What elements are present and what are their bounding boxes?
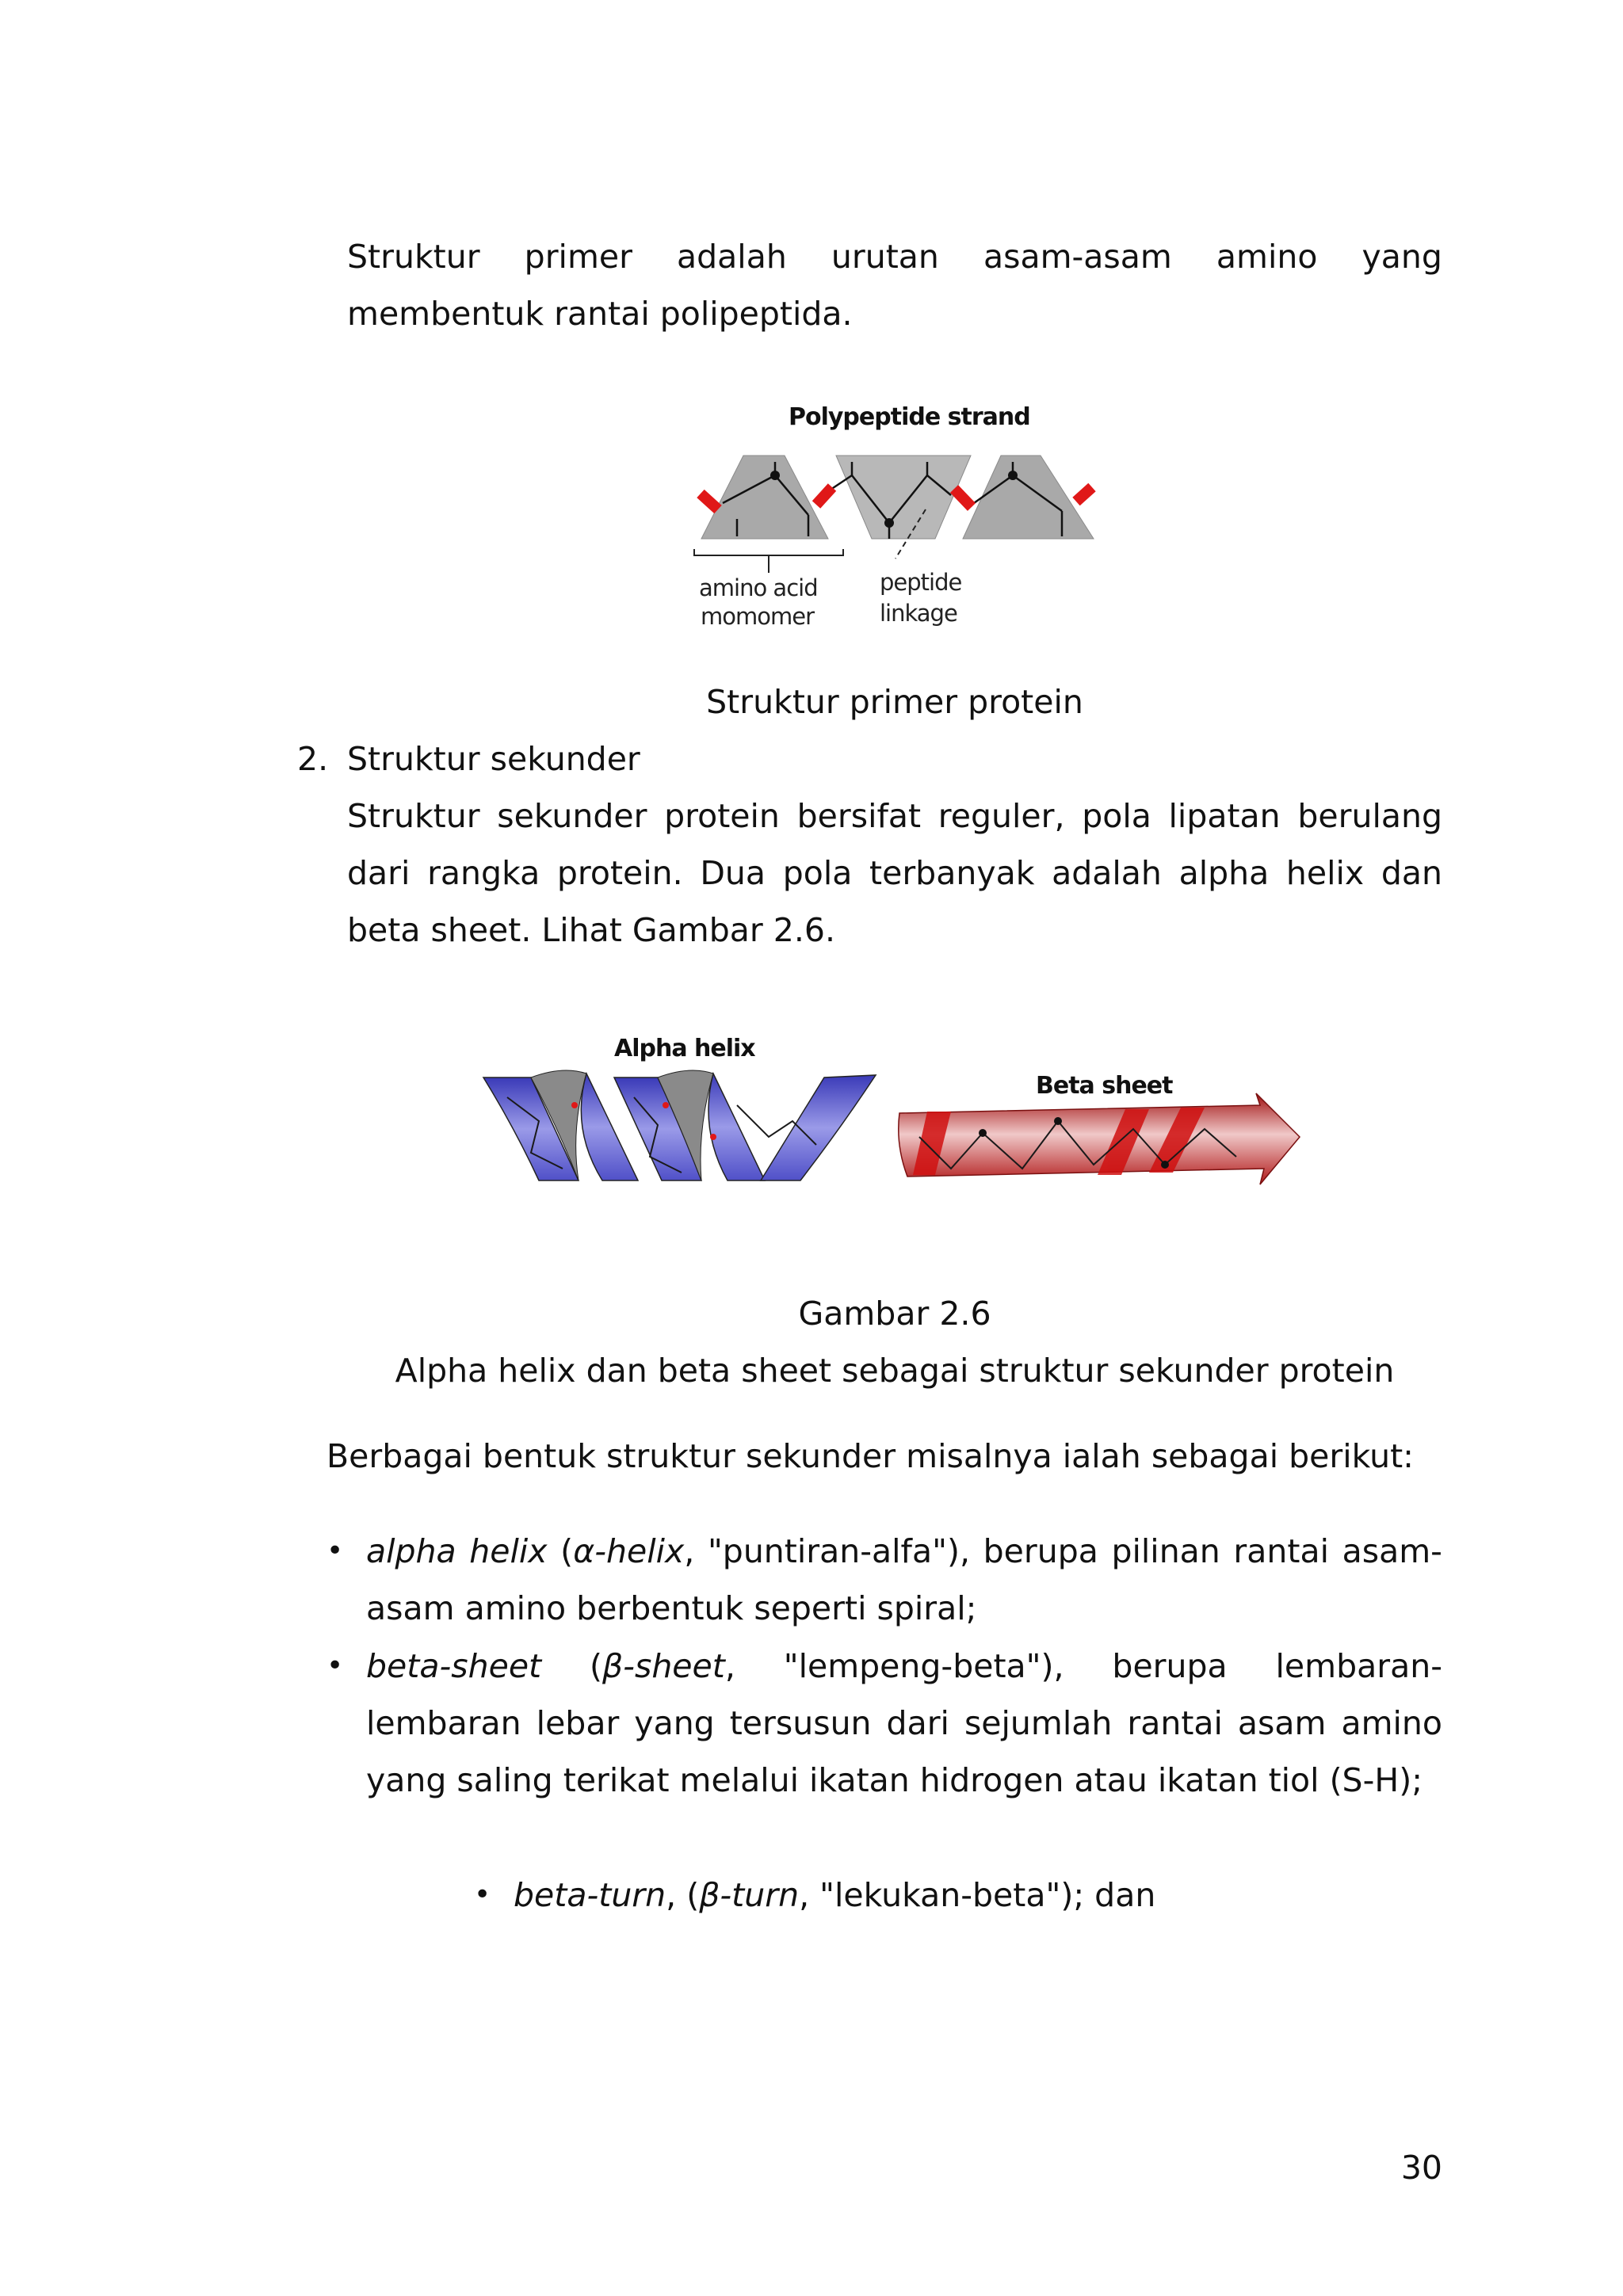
- list-intro: Berbagai bentuk struktur sekunder misalnya ialah sebagai berikut:: [327, 1437, 1414, 1475]
- label-beta-sheet: Beta sheet: [1036, 1072, 1173, 1100]
- polypeptide-strand-figure: [689, 400, 1109, 646]
- section-number: 2.: [297, 740, 329, 778]
- figure-title: Polypeptide strand: [789, 403, 1030, 431]
- monomer-bracket: [694, 549, 843, 573]
- secondary-structure-figure: [475, 1018, 1316, 1200]
- label-linkage: linkage: [880, 600, 957, 627]
- label-amino-acid: amino acid: [699, 574, 818, 601]
- label-monomer: momomer: [701, 603, 814, 630]
- amino-acid-blocks: [701, 456, 1094, 539]
- page-number: 30: [1400, 2149, 1442, 2187]
- section-heading: Struktur sekunder: [347, 740, 640, 778]
- bullet-2-text: beta-sheet (β-sheet, "lempeng-beta"), berupa lembaran-lembaran lebar yang tersusun dari sejumlah rantai asam amino yang saling terikat melalui ikatan hidrogen atau ikatan tiol (S-H);: [366, 1647, 1442, 1799]
- bullet-2-marker: •: [327, 1650, 344, 1682]
- label-alpha-helix: Alpha helix: [614, 1035, 755, 1062]
- figure-primary-caption: Struktur primer protein: [706, 683, 1083, 721]
- bullet-1-text: alpha helix (α-helix, "puntiran-alfa"), berupa pilinan rantai asam-asam amino berbentuk seperti spiral;: [366, 1532, 1442, 1627]
- figure-caption-number: Gambar 2.6: [798, 1295, 991, 1333]
- label-peptide: peptide: [880, 569, 962, 596]
- bullet-3-text: beta-turn, (β-turn, "lekukan-beta"); dan: [514, 1876, 1156, 1914]
- bullet-1-marker: •: [327, 1535, 344, 1567]
- beta-sheet-arrow: [899, 1093, 1300, 1184]
- bullet-3-marker: •: [474, 1878, 491, 1911]
- section-body: Struktur sekunder protein bersifat reguler, pola lipatan berulang dari rangka protein. Dua pola terbanyak adalah alpha helix dan beta sheet. Lihat Gambar 2.6.: [347, 797, 1442, 949]
- paragraph-line-1: Struktur primer adalah urutan asam-asam amino yang: [347, 238, 1442, 276]
- alpha-helix-ribbon: [483, 1070, 876, 1180]
- figure-caption-text: Alpha helix dan beta sheet sebagai struktur sekunder protein: [395, 1352, 1395, 1390]
- primary-structure-paragraph: [347, 228, 1442, 342]
- paragraph-line-2: membentuk rantai polipeptida.: [347, 295, 853, 333]
